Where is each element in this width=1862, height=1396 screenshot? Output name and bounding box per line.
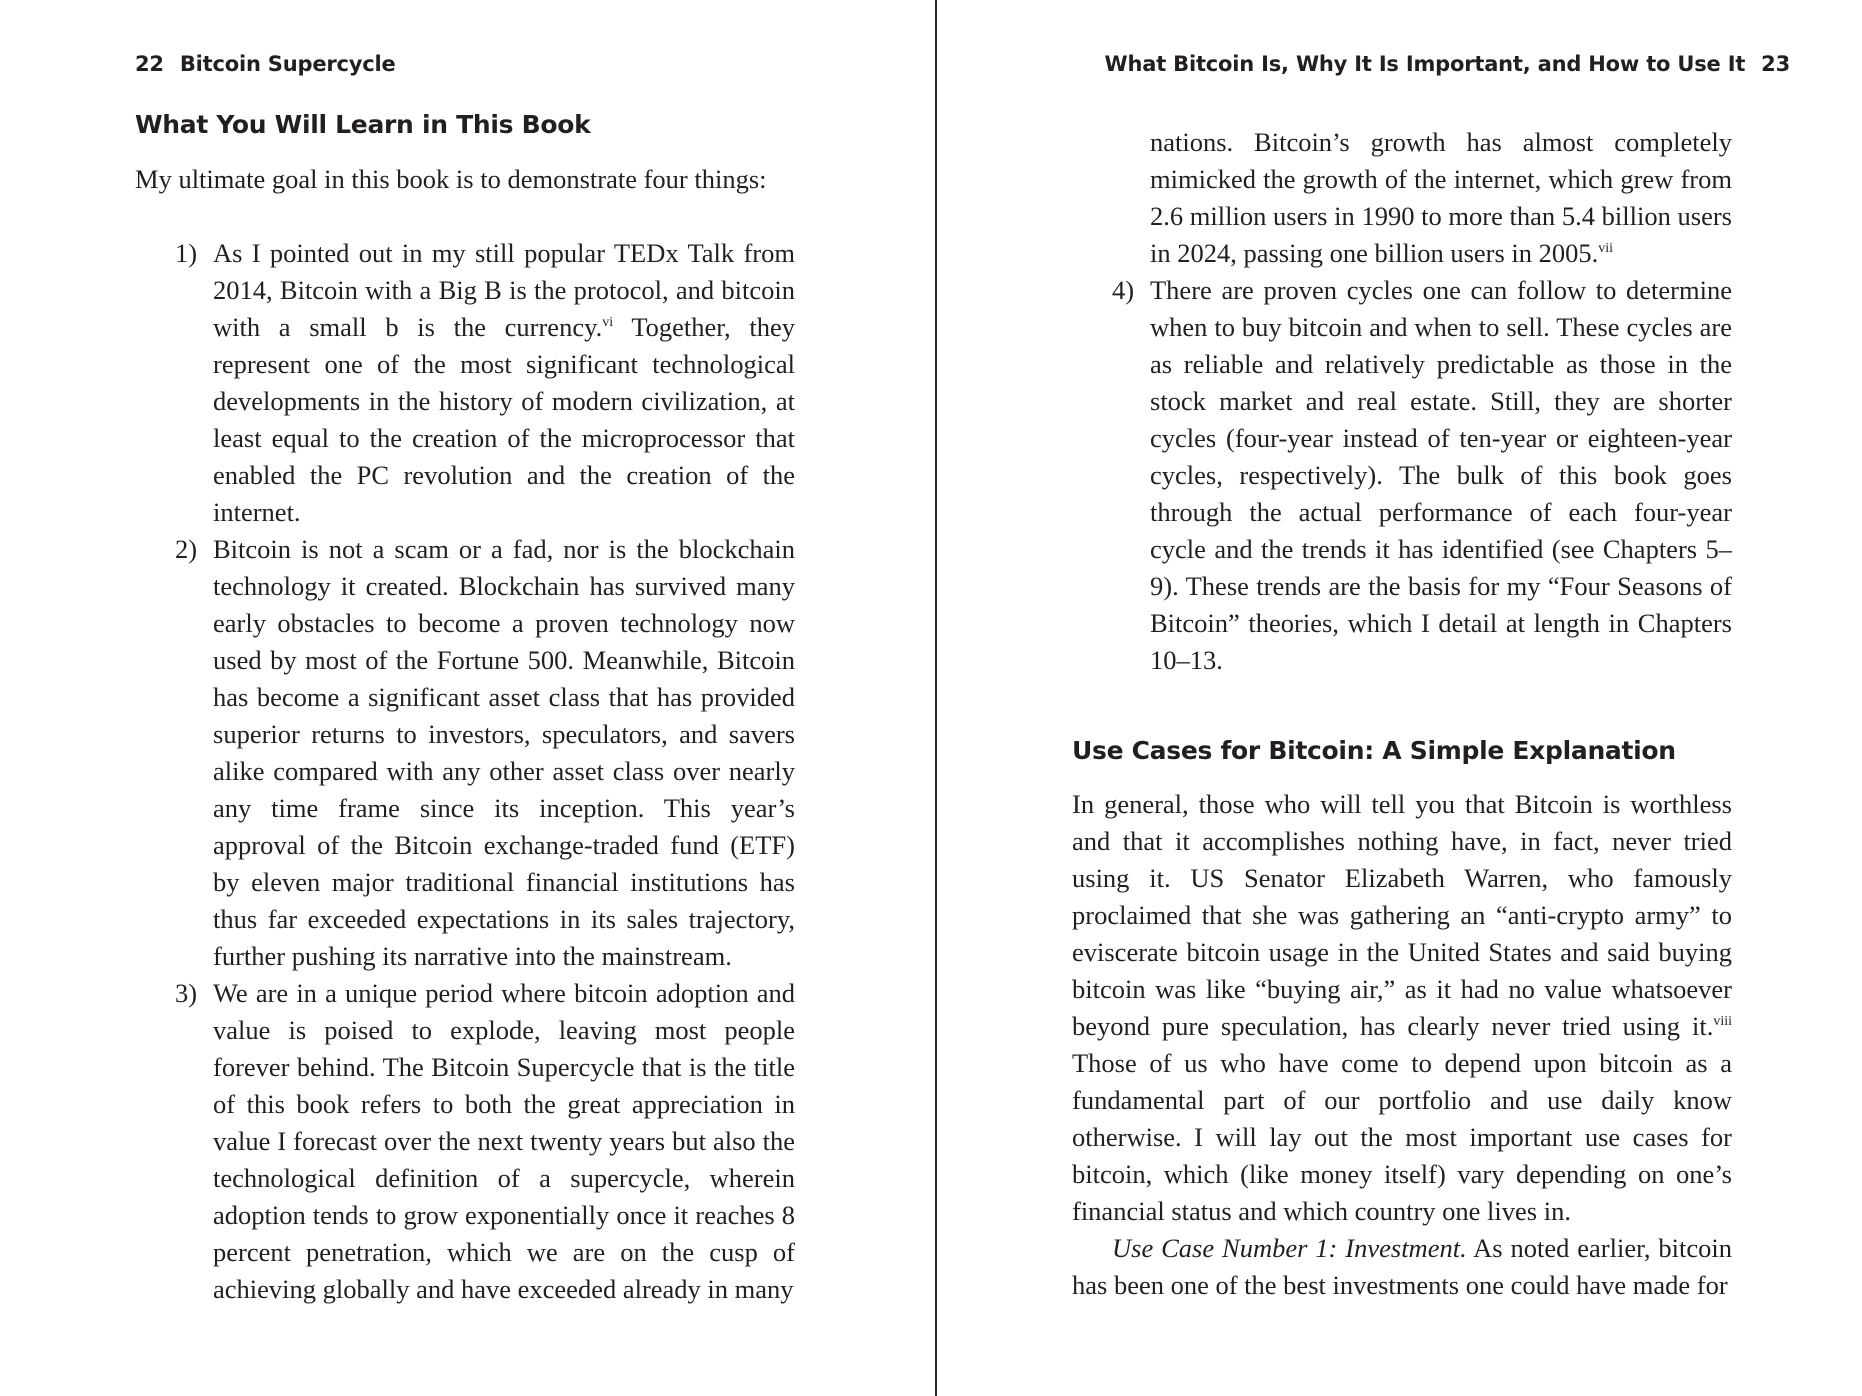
right-running-head	[1105, 52, 1790, 76]
list-item-4	[1072, 272, 1732, 679]
left-running-head	[135, 52, 396, 76]
continued-list	[1072, 124, 1732, 679]
use-case-title: Use Case Number 1: Investment.	[1112, 1233, 1467, 1263]
list-item-3-continued	[1072, 124, 1732, 272]
list-item-1	[135, 235, 795, 531]
left-page-number: 22	[135, 52, 164, 76]
list-item-text: Bitcoin is not a scam or a fad, nor is the blockchain technology it created. Blockchain has survived many early obstacles to become a proven technology now used by most of the Fortune 500. Meanwhile, Bitcoin has become a significant asset class that has provided superior returns to investors, speculators, and savers alike compared with any other asset class over nearly any time frame since its inception. This year’s approval of the Bitcoin exchange-traded fund (ETF) by eleven major traditional financial institutions has thus far exceeded expectations in its sales trajectory, further pushing its narrative into the mainstream.	[213, 534, 795, 971]
right-page-number: 23	[1761, 52, 1790, 76]
list-item-3	[135, 975, 795, 1308]
list-item-number: 2)	[175, 534, 198, 564]
right-running-head-title: What Bitcoin Is, Why It Is Important, and How to Use It	[1104, 52, 1746, 76]
paragraph-text-cont: Those of us who have come to depend upon bitcoin as a fundamental part of our portfolio and use daily know otherwise. I will lay out the most important use cases for bitcoin, which (like money itself) vary depending on one’s financial status and which country one lives in.	[1072, 1048, 1732, 1226]
use-cases-paragraph-1	[1072, 786, 1732, 1230]
continued-text: nations. Bitcoin’s growth has almost completely mimicked the growth of the internet, which grew from 2.6 million users in 1990 to more than 5.4 billion users in 2024, passing one billion users in 2005.	[1150, 127, 1732, 268]
use-cases-paragraph-2	[1072, 1230, 1732, 1304]
intro-paragraph: My ultimate goal in this book is to demonstrate four things:	[135, 164, 767, 194]
use-cases-body	[1072, 786, 1732, 1304]
numbered-list	[135, 235, 795, 1308]
paragraph-text: As noted earlier, bitcoin has been one of the best investments one could have made for	[1072, 1233, 1732, 1300]
list-item-text: There are proven cycles one can follow to determine when to buy bitcoin and when to sell. These cycles are as reliable and relatively predictable as those in the stock market and real estate. Still, they are shorter cycles (four-year instead of ten-year or eighteen-year cycles, respectively). The bulk of this book goes through the actual performance of each four-year cycle and the trends it has identified (see Chapters 5–9). These trends are the basis for my “Four Seasons of Bitcoin” theories, which I detail at length in Chapters 10–13.	[1150, 275, 1732, 675]
endnote-ref-vii: vii	[1598, 241, 1614, 256]
right-page	[937, 0, 1862, 1396]
section-heading-what-you-will-learn: What You Will Learn in This Book	[135, 110, 591, 139]
list-item-2	[135, 531, 795, 975]
list-item-text-cont: Together, they represent one of the most significant technological developments in the history of modern civilization, at least equal to the creation of the microprocessor that enabled the PC revolution and the creation of the internet.	[213, 312, 795, 527]
list-item-text: We are in a unique period where bitcoin adoption and value is poised to explode, leaving most people forever behind. The Bitcoin Supercycle that is the title of this book refers to both the great appreciation in value I forecast over the next twenty years but also the technological definition of a supercycle, wherein adoption tends to grow exponentially once it reaches 8 percent penetration, which we are on the cusp of achieving globally and have exceeded already in many	[213, 978, 795, 1304]
section-heading-use-cases: Use Cases for Bitcoin: A Simple Explanation	[1072, 736, 1676, 765]
list-item-text: As I pointed out in my still popular TEDx Talk from 2014, Bitcoin with a Big B is the protocol, and bitcoin with a small b is the currency.	[213, 238, 795, 342]
list-item-number: 4)	[1112, 275, 1135, 305]
list-item-number: 3)	[175, 978, 198, 1008]
endnote-ref-viii: viii	[1713, 1014, 1732, 1029]
paragraph-text: In general, those who will tell you that Bitcoin is worthless and that it accomplishes nothing have, in fact, never tried using it. US Senator Elizabeth Warren, who famously proclaimed that she was gathering an “anti-crypto army” to eviscerate bitcoin usage in the United States and said buying bitcoin was like “buying air,” as it had no value whatsoever beyond pure speculation, has clearly never tried using it.	[1072, 789, 1732, 1041]
left-running-head-title: Bitcoin Supercycle	[179, 52, 396, 76]
endnote-ref-vi: vi	[602, 315, 614, 330]
list-item-number: 1)	[175, 238, 198, 268]
